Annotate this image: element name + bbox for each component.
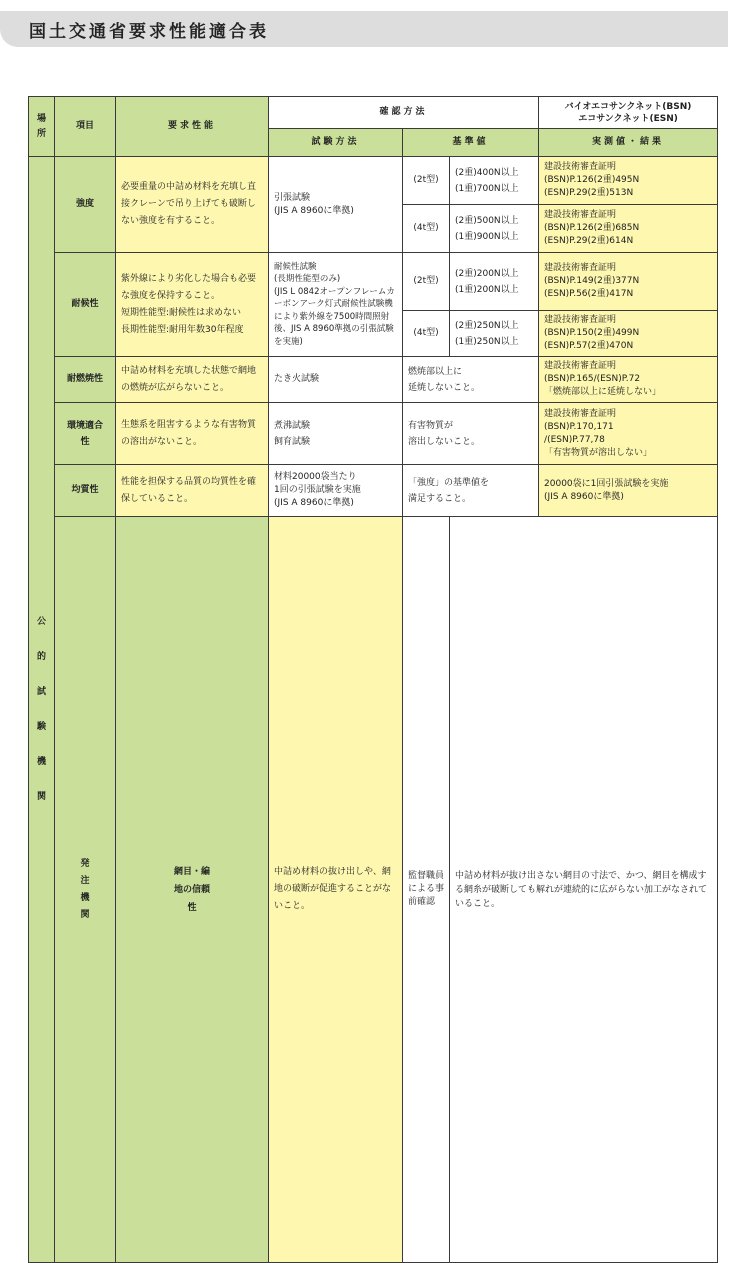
- header-bsn: [539, 97, 718, 129]
- row-mesh: [29, 517, 718, 1263]
- requirement-flame: 中詰め材料を充填した状態で網地の燃焼が広がらないこと。: [116, 357, 269, 403]
- method-mesh: 監督職員による事前確認: [403, 517, 450, 1263]
- item-uniformity: 均質性: [55, 465, 116, 517]
- method-strength: 引張試験 (JIS A 8960に準拠): [269, 157, 403, 253]
- header-criteria: 基準値: [403, 129, 539, 157]
- row-uniformity: [29, 465, 718, 517]
- header-bsn-line1: バイオエコサンクネット(BSN): [564, 101, 692, 112]
- header-row-1: [29, 97, 718, 129]
- type-weather-2t: (2t型): [403, 253, 450, 311]
- requirement-uniformity: 性能を担保する品質の均質性を確保していること。: [116, 465, 269, 517]
- type-weather-4t: (4t型): [403, 311, 450, 357]
- requirement-strength: 必要重量の中詰め材料を充填し直接クレーンで吊り上げても破断しない強度を有すること。: [116, 157, 269, 253]
- result-flame: 建設技術審査証明 (BSN)P.165/(ESN)P.72 「燃焼部以上に延焼しない」: [539, 357, 718, 403]
- method-flame: たき火試験: [269, 357, 403, 403]
- header-confirmation: 確認方法: [269, 97, 539, 129]
- page-title: 国土交通省要求性能適合表: [29, 22, 269, 42]
- row-weather-a: [29, 253, 718, 311]
- requirement-mesh: 中詰め材料の抜け出しや、網地の破断が促進することがないこと。: [269, 517, 403, 1263]
- criteria-strength-4t: (2重)500N以上 (1重)900N以上: [450, 205, 539, 253]
- item-environment: 環境適合性: [55, 403, 116, 465]
- method-uniformity: 材料20000袋当たり 1回の引張試験を実施 (JIS A 8960に準拠): [269, 465, 403, 517]
- header-requirement: 要求性能: [116, 97, 269, 157]
- location-public: 公的試験機関: [29, 157, 55, 1263]
- header-location: 場所: [29, 97, 55, 157]
- title-banner: [0, 11, 728, 47]
- type-strength-2t: (2t型): [403, 157, 450, 205]
- requirement-environment: 生態系を阻害するような有害物質の溶出がないこと。: [116, 403, 269, 465]
- result-strength-2t: 建設技術審査証明 (BSN)P.126(2重)495N (ESN)P.29(2重)513N: [539, 157, 718, 205]
- criteria-weather-4t: (2重)250N以上 (1重)250N以上: [450, 311, 539, 357]
- result-environment: 建設技術審査証明 (BSN)P.170,171 /(ESN)P.77,78 「有害物質が溶出しない」: [539, 403, 718, 465]
- item-mesh: 網目・編地の信頼性: [116, 517, 269, 1263]
- criteria-mesh: 中詰め材料が抜け出さない網目の寸法で、かつ、網目を構成する網糸が破断しても解れが連続的に広がらない加工がなされていること。: [450, 517, 718, 1263]
- result-uniformity: 20000袋に1回引張試験を実施 (JIS A 8960に準拠): [539, 465, 718, 517]
- performance-table: [28, 96, 718, 1263]
- result-strength-4t: 建設技術審査証明 (BSN)P.126(2重)685N (ESN)P.29(2重)614N: [539, 205, 718, 253]
- method-environment: 煮沸試験 飼育試験: [269, 403, 403, 465]
- item-flame: 耐燃焼性: [55, 357, 116, 403]
- criteria-environment: 有害物質が 溶出しないこと。: [403, 403, 539, 465]
- location-orderer: 発注機関: [55, 517, 116, 1263]
- criteria-flame: 燃焼部以上に 延焼しないこと。: [403, 357, 539, 403]
- criteria-weather-2t: (2重)200N以上 (1重)200N以上: [450, 253, 539, 311]
- requirement-weather: 紫外線により劣化した場合も必要な強度を保持すること。 短期性能型:耐候性は求めない 長期性能型:耐用年数30年程度: [116, 253, 269, 357]
- item-weather: 耐候性: [55, 253, 116, 357]
- criteria-uniformity: 「強度」の基準値を 満足すること。: [403, 465, 539, 517]
- header-item: 項目: [55, 97, 116, 157]
- result-weather-4t: 建設技術審査証明 (BSN)P.150(2重)499N (ESN)P.57(2重)470N: [539, 311, 718, 357]
- row-environment: [29, 403, 718, 465]
- result-weather-2t: 建設技術審査証明 (BSN)P.149(2重)377N (ESN)P.56(2重)417N: [539, 253, 718, 311]
- type-strength-4t: (4t型): [403, 205, 450, 253]
- header-test-method: 試験方法: [269, 129, 403, 157]
- method-weather: 耐候性試験 (長期性能型のみ) (JIS L 0842オープンフレームカーボンアーク灯式耐候性試験機により紫外線を7500時間照射後、JIS A 8960準拠の引張試験を実施): [269, 253, 403, 357]
- header-bsn-line2: エコサンクネット(ESN): [578, 113, 678, 124]
- row-flame: [29, 357, 718, 403]
- header-results: 実測値・結果: [539, 129, 718, 157]
- row-strength-a: [29, 157, 718, 205]
- item-strength: 強度: [55, 157, 116, 253]
- criteria-strength-2t: (2重)400N以上 (1重)700N以上: [450, 157, 539, 205]
